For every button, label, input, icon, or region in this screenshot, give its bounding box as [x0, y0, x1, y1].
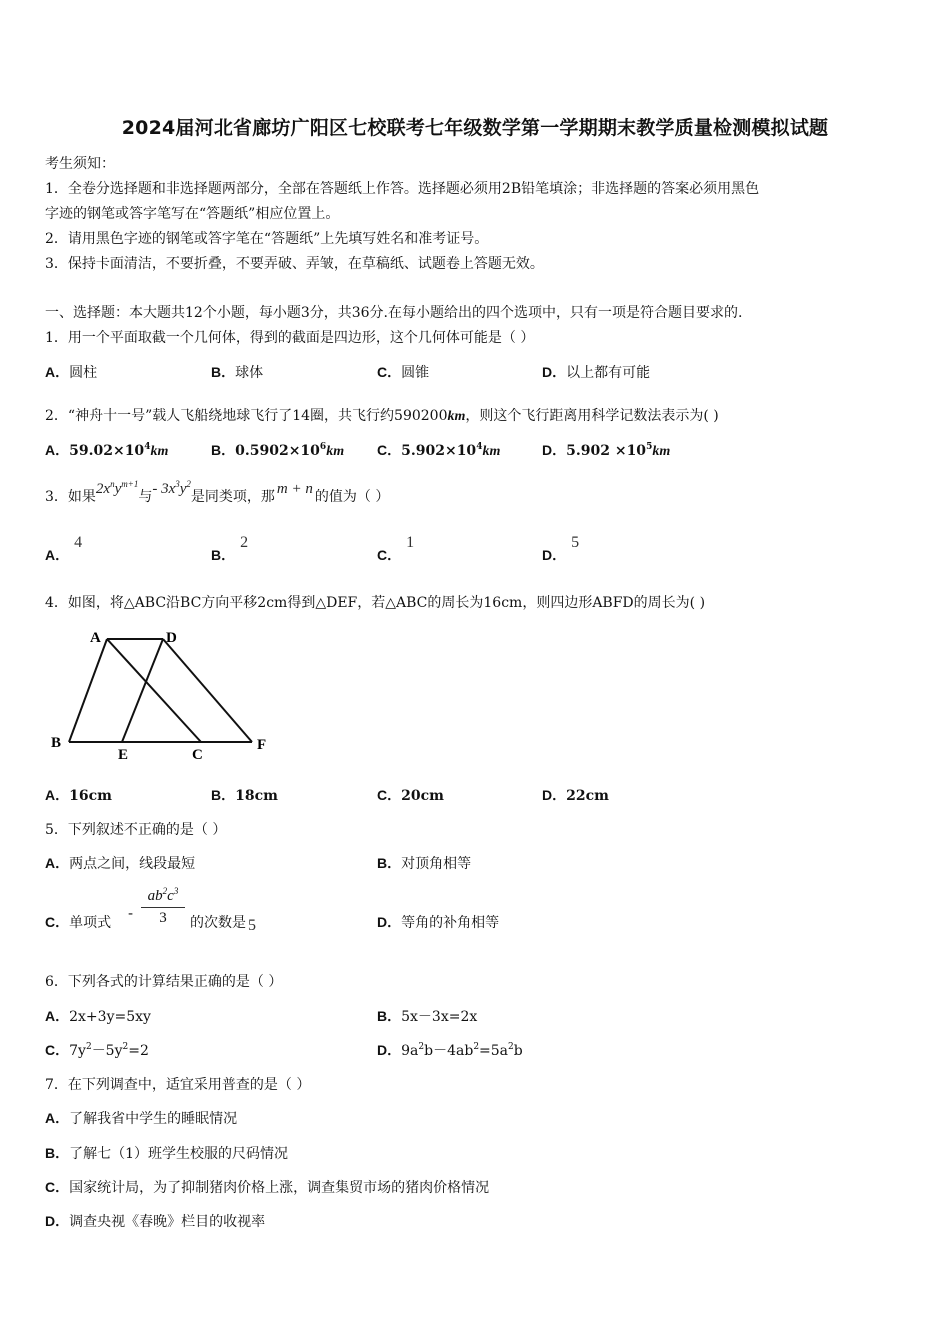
- option-text: 了解我省中学生的睡眠情况: [69, 1111, 238, 1127]
- option-key: C．: [377, 787, 402, 803]
- question-7-stem: 7．在下列调查中，适宜采用普查的是（ ）: [45, 1077, 311, 1093]
- option-text: 调查央视《春晚》栏目的收视率: [69, 1214, 266, 1230]
- segment-ab: [69, 639, 107, 742]
- option-text: 两点之间，线段最短: [69, 856, 196, 872]
- option-base: 0.5902×10: [235, 443, 320, 459]
- option-text: 5x－3x=2x: [401, 1009, 478, 1025]
- notice-line-2: 2．请用黑色字迹的钢笔或答字笔在“答题纸”上先填写姓名和准考证号。: [45, 231, 489, 247]
- q4-option-a: [45, 785, 112, 805]
- option-key: A．: [45, 547, 70, 563]
- label-a: A: [90, 630, 101, 646]
- option-key: D．: [377, 914, 402, 930]
- option-value: 4: [74, 534, 83, 551]
- label-f: F: [257, 737, 267, 753]
- option-key: B．: [211, 787, 236, 803]
- expr-term: y: [179, 481, 187, 497]
- option-text: 以上都有可能: [566, 365, 651, 381]
- option-key: D．: [542, 442, 567, 458]
- option-text: 圆锥: [401, 365, 430, 381]
- stem-part: 与: [138, 489, 153, 505]
- question-5-stem: 5．下列叙述不正确的是（ ）: [45, 822, 227, 838]
- q6-option-d: [377, 1040, 523, 1060]
- triangle-translation-figure: [45, 620, 285, 765]
- fraction-numerator: [139, 886, 187, 906]
- monomial-fraction: [139, 886, 187, 928]
- option-text: 的次数是: [190, 915, 246, 931]
- q5-option-c-tail: [190, 912, 256, 932]
- q1-option-b: [211, 362, 263, 382]
- stem-part: ，则这个飞行距离用科学记数法表示为( ): [465, 408, 719, 424]
- q6-option-b: [377, 1006, 477, 1026]
- q5-option-d: [377, 912, 499, 932]
- option-key: B．: [377, 1008, 402, 1024]
- option-key: C．: [377, 364, 402, 380]
- expr-exp: 2: [85, 1042, 92, 1052]
- expression-3: m + n: [276, 481, 313, 497]
- unit: km: [482, 444, 501, 459]
- stem-part: 的值为（ ）: [314, 489, 390, 505]
- minus-sign: -: [128, 904, 134, 922]
- option-key: D．: [542, 787, 567, 803]
- unit: km: [447, 409, 466, 424]
- option-exp: 6: [319, 442, 327, 452]
- q2-option-c: [377, 440, 500, 460]
- option-exp: 4: [144, 442, 151, 452]
- q5-option-c: [45, 912, 111, 932]
- option-value: 5: [571, 534, 580, 551]
- option-base: 5.902 ×10: [566, 443, 647, 459]
- label-d: D: [166, 630, 177, 646]
- option-key: A．: [45, 442, 70, 458]
- page-title: 2024届河北省廊坊广阳区七校联考七年级数学第一学期期末教学质量检测模拟试题: [121, 117, 829, 139]
- num-exp: 3: [173, 886, 179, 896]
- q7-option-d: [45, 1211, 265, 1231]
- expr-exp: m+1: [121, 479, 139, 489]
- figure-lines: [69, 639, 252, 742]
- notice-heading: 考生须知：: [45, 156, 115, 172]
- q6-option-c: [45, 1040, 149, 1060]
- option-key: C．: [377, 547, 402, 563]
- q5-option-a: [45, 853, 195, 873]
- stem-part: 3．如果: [45, 489, 96, 505]
- option-key: A．: [45, 1110, 70, 1126]
- q3-option-c: [377, 534, 415, 565]
- q5-option-b: [377, 853, 471, 873]
- option-key: B．: [211, 442, 236, 458]
- option-text: 20cm: [401, 788, 444, 804]
- option-key: A．: [45, 787, 70, 803]
- label-c: C: [192, 747, 203, 763]
- option-text: 了解七（1）班学生校服的尺码情况: [69, 1146, 289, 1162]
- option-key: D．: [45, 1213, 70, 1229]
- option-text: 18cm: [235, 788, 278, 804]
- notice-line-1b: 字迹的钢笔或答字笔写在“答题纸”相应位置上。: [45, 206, 340, 222]
- option-text: 圆柱: [69, 365, 98, 381]
- expr-term: 7y: [69, 1043, 86, 1059]
- q7-option-a: [45, 1108, 237, 1128]
- option-text: 16cm: [69, 788, 112, 804]
- expr-exp: 3: [175, 479, 180, 489]
- q3-option-b: [211, 534, 249, 565]
- option-key: D．: [542, 364, 567, 380]
- notice-line-1a: 1．全卷分选择题和非选择题两部分，全部在答题纸上作答。选择题必须用2B铅笔填涂；非选择题的答案必须用黑色: [45, 181, 760, 197]
- option-key: B．: [377, 855, 402, 871]
- expression-2: [152, 481, 191, 497]
- option-text: 2x+3y=5xy: [69, 1009, 151, 1025]
- q7-option-c: [45, 1177, 489, 1197]
- q4-option-c: [377, 785, 444, 805]
- num-term: ab: [147, 888, 163, 904]
- option-key: C．: [377, 442, 402, 458]
- option-text: 对顶角相等: [401, 856, 472, 872]
- option-key: A．: [45, 364, 70, 380]
- expr-term: －5y: [91, 1043, 123, 1059]
- q2-option-b: [211, 440, 344, 460]
- segment-ac: [107, 639, 201, 742]
- option-value: 1: [406, 534, 415, 551]
- q3-option-a: [45, 534, 83, 565]
- q1-option-c: [377, 362, 429, 382]
- option-key: C．: [45, 914, 70, 930]
- option-exp: 4: [476, 442, 483, 452]
- option-text: 等角的补角相等: [401, 915, 500, 931]
- q3-option-d: [542, 534, 580, 565]
- expression-1: [96, 481, 138, 497]
- expr-term: - 3x: [152, 481, 176, 497]
- option-value: 2: [240, 534, 249, 551]
- option-text: 单项式: [69, 915, 112, 931]
- section-heading: 一、选择题：本大题共12个小题，每小题3分，共36分.在每小题给出的四个选项中，只有一项是符合题目要求的.: [45, 305, 743, 321]
- expr-exp: 2: [473, 1042, 480, 1052]
- q7-option-b: [45, 1143, 288, 1163]
- expr-exp: 2: [418, 1042, 425, 1052]
- expr-term: =2: [128, 1043, 149, 1059]
- option-key: B．: [211, 364, 236, 380]
- expr-term: 9a: [401, 1043, 419, 1059]
- question-2-stem: [45, 405, 719, 425]
- unit: km: [326, 444, 345, 459]
- segment-df: [163, 639, 252, 742]
- option-key: A．: [45, 1008, 70, 1024]
- expr-exp: n: [110, 479, 115, 489]
- q4-option-b: [211, 785, 278, 805]
- option-text: 球体: [235, 365, 264, 381]
- unit: km: [652, 444, 671, 459]
- option-key: C．: [45, 1179, 70, 1195]
- expr-term: 2x: [95, 481, 111, 497]
- expr-term: =5a: [479, 1043, 509, 1059]
- option-key: D．: [542, 547, 567, 563]
- q1-option-a: [45, 362, 97, 382]
- segment-de: [122, 639, 163, 742]
- expr-term: y: [114, 481, 122, 497]
- q2-option-a: [45, 440, 168, 460]
- option-key: A．: [45, 855, 70, 871]
- option-key: B．: [211, 547, 236, 563]
- expr-exp: 2: [122, 1042, 129, 1052]
- option-value: 5: [248, 917, 256, 934]
- expr-term: b－4ab: [424, 1043, 474, 1059]
- stem-part: 2．“神舟十一号”载人飞船绕地球飞行了14圈，共飞行约590200: [45, 408, 448, 424]
- expr-exp: 2: [508, 1042, 514, 1052]
- option-base: 59.02×10: [69, 443, 145, 459]
- notice-line-3: 3．保持卡面清洁，不要折叠，不要弄破、弄皱，在草稿纸、试题卷上答题无效。: [45, 256, 544, 272]
- unit: km: [150, 444, 169, 459]
- stem-part: 是同类项，那: [190, 489, 275, 505]
- question-6-stem: 6．下列各式的计算结果正确的是（ ）: [45, 974, 283, 990]
- question-4-stem: 4．如图，将△ABC沿BC方向平移2cm得到△DEF，若△ABC的周长为16cm，则四边形ABFD的周长为( ): [45, 595, 706, 611]
- q4-option-d: [542, 785, 609, 805]
- option-exp: 5: [646, 442, 653, 452]
- option-text: 国家统计局，为了抑制猪肉价格上涨，调查集贸市场的猪肉价格情况: [69, 1180, 490, 1196]
- question-3-stem: [45, 479, 390, 506]
- label-b: B: [51, 735, 62, 751]
- question-1-stem: 1．用一个平面取截一个几何体，得到的截面是四边形，这个几何体可能是（ ）: [45, 330, 535, 346]
- q1-option-d: [542, 362, 650, 382]
- fraction-denominator: 3: [159, 910, 167, 926]
- expr-term: b: [513, 1043, 523, 1059]
- option-key: B．: [45, 1145, 70, 1161]
- q6-option-a: [45, 1006, 151, 1026]
- q2-option-d: [542, 440, 670, 460]
- num-exp: 2: [162, 886, 168, 896]
- num-term: c: [167, 888, 174, 904]
- option-text: 22cm: [566, 788, 609, 804]
- option-key: C．: [45, 1042, 70, 1058]
- expr-exp: 2: [186, 479, 191, 489]
- option-base: 5.902×10: [401, 443, 477, 459]
- option-key: D．: [377, 1042, 402, 1058]
- label-e: E: [118, 747, 129, 763]
